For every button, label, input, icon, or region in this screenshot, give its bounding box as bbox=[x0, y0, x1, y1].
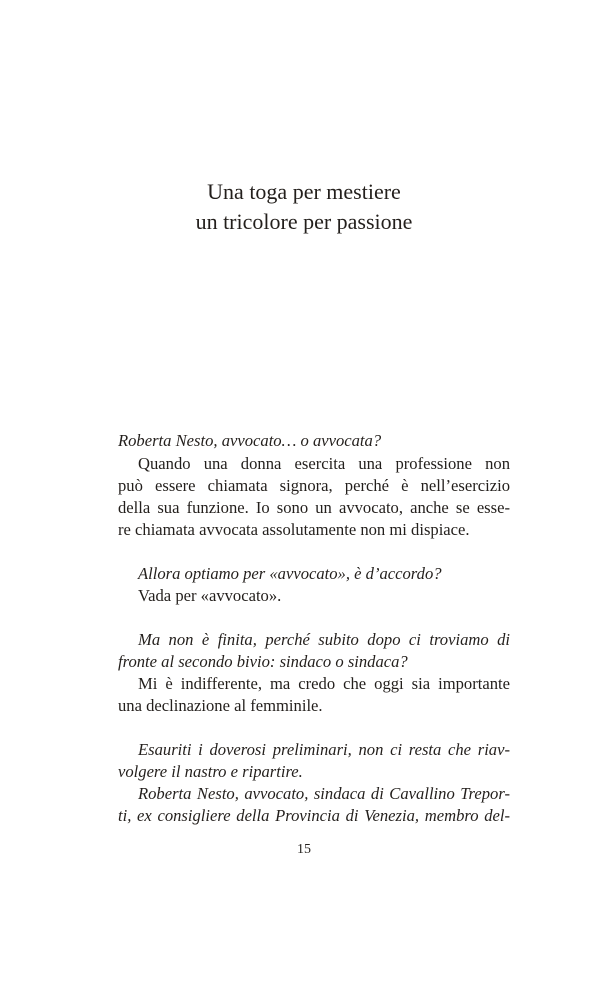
text-line: volgere il nastro e ripartire. bbox=[118, 762, 303, 781]
text-line: può essere chiamata signora, perché è nell’esercizio bbox=[118, 476, 510, 495]
text-line: Vada per «avvocato». bbox=[138, 586, 282, 605]
text-line: ti, ex consigliere della Provincia di Venezia, membro del- bbox=[118, 806, 510, 825]
text-line: una declinazione al femminile. bbox=[118, 696, 323, 715]
text-line: re chiamata avvocata assolutamente non mi dispiace. bbox=[118, 520, 470, 539]
text-line: fronte al secondo bivio: sindaco o sindaca? bbox=[118, 652, 408, 671]
text-line: Roberta Nesto, avvocato… o avvocata? bbox=[118, 431, 382, 450]
chapter-title-line-2: un tricolore per passione bbox=[195, 209, 413, 234]
text-line: Esauriti i doverosi preliminari, non ci resta che riav- bbox=[138, 740, 510, 759]
text-line: Allora optiamo per «avvocato», è d’accordo? bbox=[138, 564, 442, 583]
text-line: Mi è indifferente, ma credo che oggi sia importante bbox=[138, 674, 510, 693]
page-number: 15 bbox=[297, 842, 311, 857]
chapter-title-line-1: Una toga per mestiere bbox=[207, 179, 401, 204]
text-line: Roberta Nesto, avvocato, sindaca di Cavallino Trepor- bbox=[138, 784, 510, 803]
text-line: Quando una donna esercita una professione non bbox=[138, 454, 510, 473]
text-line: della sua funzione. Io sono un avvocato, anche se esse- bbox=[118, 498, 510, 517]
text-line: Ma non è finita, perché subito dopo ci troviamo di bbox=[138, 630, 510, 649]
